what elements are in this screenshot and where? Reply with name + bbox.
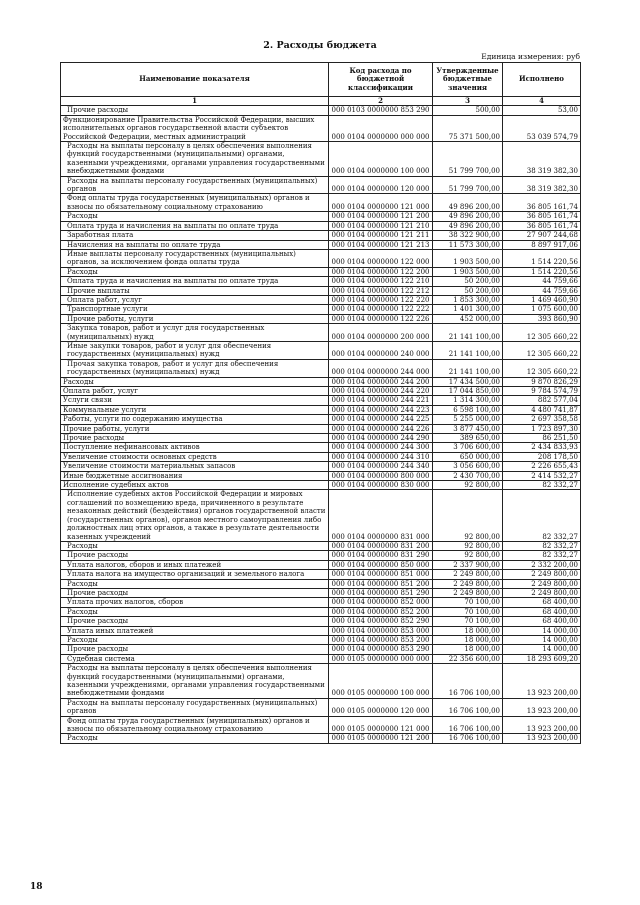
table-row	[61, 295, 581, 304]
row-approved: 1 903 500,00	[433, 267, 503, 276]
table-row	[61, 341, 581, 359]
row-approved: 3 706 600,00	[433, 443, 503, 452]
row-code: 000 0104 0000000 852 290	[329, 617, 433, 626]
row-approved: 2 249 800,00	[433, 588, 503, 597]
row-approved: 21 141 100,00	[433, 341, 503, 359]
row-code: 000 0104 0000000 831 200	[329, 541, 433, 550]
table-row	[61, 267, 581, 276]
row-approved: 75 371 500,00	[433, 115, 503, 141]
row-code: 000 0104 0000000 244 226	[329, 424, 433, 433]
table-row	[61, 588, 581, 597]
row-code: 000 0104 0000000 244 200	[329, 377, 433, 386]
row-executed: 1 514 220,56	[503, 267, 581, 276]
row-approved: 92 800,00	[433, 481, 503, 490]
row-approved: 1 314 300,00	[433, 396, 503, 405]
row-name: Поступление нефинансовых активов	[61, 443, 329, 452]
row-executed: 2 226 655,43	[503, 462, 581, 471]
row-code: 000 0104 0000000 100 000	[329, 142, 433, 177]
row-executed: 2 249 800,00	[503, 588, 581, 597]
table-row	[61, 716, 581, 734]
row-name: Расходы	[61, 607, 329, 616]
row-name: Оплата труда и начисления на выплаты по оплате труда	[61, 277, 329, 286]
row-executed: 13 923 200,00	[503, 664, 581, 699]
table-row	[61, 142, 581, 177]
row-approved: 50 200,00	[433, 286, 503, 295]
row-name: Расходы на выплаты персоналу в целях обеспечения выполнения функций государственными (муниципальными) органами, казенными учреждениями, органами управления государственными внебюджетными фондами	[61, 664, 329, 699]
header-code: Код расхода по бюджетной классификации	[329, 63, 433, 97]
table-row	[61, 324, 581, 342]
col-number: 2	[329, 97, 433, 106]
row-name: Расходы на выплаты персоналу государственных (муниципальных) органов	[61, 176, 329, 194]
row-code: 000 0104 0000000 120 000	[329, 176, 433, 194]
row-name: Расходы	[61, 734, 329, 743]
row-executed: 882 577,04	[503, 396, 581, 405]
row-approved: 17 044 850,00	[433, 387, 503, 396]
row-name: Начисления на выплаты по оплате труда	[61, 240, 329, 249]
row-approved: 16 706 100,00	[433, 716, 503, 734]
row-approved: 3 056 600,00	[433, 462, 503, 471]
row-approved: 92 800,00	[433, 541, 503, 550]
header-executed: Исполнено	[503, 63, 581, 97]
table-row	[61, 452, 581, 461]
column-number-row	[61, 97, 581, 106]
row-code: 000 0104 0000000 852 000	[329, 598, 433, 607]
table-row	[61, 541, 581, 550]
row-name: Услуги связи	[61, 396, 329, 405]
row-executed: 13 923 200,00	[503, 698, 581, 716]
row-name: Уплата налога на имущество организаций и земельного налога	[61, 570, 329, 579]
row-code: 000 0104 0000000 121 210	[329, 221, 433, 230]
expenses-table	[60, 62, 581, 744]
row-name: Уплата налогов, сборов и иных платежей	[61, 560, 329, 569]
row-name: Исполнение судебных актов	[61, 481, 329, 490]
row-approved: 16 706 100,00	[433, 734, 503, 743]
unit-label: Единица измерения: руб	[481, 52, 580, 61]
table-row	[61, 231, 581, 240]
table-row	[61, 221, 581, 230]
table-row	[61, 434, 581, 443]
row-approved: 1 401 300,00	[433, 305, 503, 314]
row-code: 000 0104 0000000 122 222	[329, 305, 433, 314]
row-name: Судебная система	[61, 654, 329, 663]
row-code: 000 0104 0000000 244 000	[329, 359, 433, 377]
row-approved: 49 896 200,00	[433, 221, 503, 230]
row-name: Прочая закупка товаров, работ и услуг для обеспечения государственных (муниципальных) нужд	[61, 359, 329, 377]
row-name: Иные закупки товаров, работ и услуг для обеспечения государственных (муниципальных) нужд	[61, 341, 329, 359]
row-name: Расходы на выплаты персоналу государственных (муниципальных) органов	[61, 698, 329, 716]
row-name: Уплата прочих налогов, сборов	[61, 598, 329, 607]
row-executed: 27 907 244,68	[503, 231, 581, 240]
section-title: 2. Расходы бюджета	[263, 40, 377, 51]
row-executed: 2 332 200,00	[503, 560, 581, 569]
row-approved: 6 598 100,00	[433, 405, 503, 414]
row-code: 000 0104 0000000 244 340	[329, 462, 433, 471]
table-row	[61, 405, 581, 414]
table-row	[61, 551, 581, 560]
row-executed: 14 000,00	[503, 626, 581, 635]
row-executed: 1 075 600,00	[503, 305, 581, 314]
table-row	[61, 734, 581, 743]
table-row	[61, 471, 581, 480]
row-name: Прочие расходы	[61, 617, 329, 626]
row-executed: 14 000,00	[503, 645, 581, 654]
row-approved: 2 249 800,00	[433, 579, 503, 588]
row-name: Исполнение судебных актов Российской Федерации и мировых соглашений по возмещению вреда, причиненного в результате незаконных действий (бездействия) органов государственной власти (государственных органов), органов местного самоуправления либо должностных лиц этих органов, а также в результате деятельности казенных учреждений	[61, 490, 329, 541]
table-row	[61, 626, 581, 635]
row-code: 000 0104 0000000 244 221	[329, 396, 433, 405]
col-number: 4	[503, 97, 581, 106]
row-name: Расходы	[61, 212, 329, 221]
row-code: 000 0104 0000000 244 225	[329, 415, 433, 424]
row-name: Расходы на выплаты персоналу в целях обеспечения выполнения функций государственными (муниципальными) органами, казенными учреждениями, органами управления государственными внебюджетными фондами	[61, 142, 329, 177]
row-executed: 1 514 220,56	[503, 249, 581, 267]
header-name: Наименование показателя	[61, 63, 329, 97]
table-row	[61, 490, 581, 541]
row-approved: 3 877 450,00	[433, 424, 503, 433]
row-approved: 11 573 300,00	[433, 240, 503, 249]
row-name: Прочие расходы	[61, 434, 329, 443]
table-row	[61, 635, 581, 644]
row-code: 000 0104 0000000 853 200	[329, 635, 433, 644]
row-code: 000 0104 0000000 830 000	[329, 481, 433, 490]
row-name: Расходы	[61, 541, 329, 550]
row-executed: 208 178,50	[503, 452, 581, 461]
row-approved: 51 799 700,00	[433, 176, 503, 194]
row-approved: 92 800,00	[433, 551, 503, 560]
table-row	[61, 240, 581, 249]
row-executed: 82 332,27	[503, 490, 581, 541]
row-name: Прочие расходы	[61, 645, 329, 654]
row-approved: 650 000,00	[433, 452, 503, 461]
row-executed: 4 480 741,87	[503, 405, 581, 414]
row-code: 000 0104 0000000 200 000	[329, 324, 433, 342]
row-executed: 12 305 660,22	[503, 324, 581, 342]
row-name: Прочие расходы	[61, 551, 329, 560]
row-executed: 38 319 382,30	[503, 176, 581, 194]
row-executed: 2 697 358,58	[503, 415, 581, 424]
row-code: 000 0104 0000000 122 200	[329, 267, 433, 276]
row-code: 000 0104 0000000 122 212	[329, 286, 433, 295]
table-row	[61, 286, 581, 295]
row-code: 000 0105 0000000 121 200	[329, 734, 433, 743]
row-code: 000 0104 0000000 850 000	[329, 560, 433, 569]
row-approved: 18 000,00	[433, 626, 503, 635]
row-code: 000 0104 0000000 831 290	[329, 551, 433, 560]
row-code: 000 0104 0000000 244 290	[329, 434, 433, 443]
row-code: 000 0104 0000000 121 000	[329, 194, 433, 212]
row-executed: 18 293 609,20	[503, 654, 581, 663]
row-approved: 21 141 100,00	[433, 324, 503, 342]
row-executed: 36 805 161,74	[503, 194, 581, 212]
row-approved: 70 100,00	[433, 617, 503, 626]
page-number: 18	[30, 882, 43, 892]
header-approved: Утвержденные бюджетные значения	[433, 63, 503, 97]
row-approved: 452 000,00	[433, 314, 503, 323]
row-executed: 82 332,27	[503, 541, 581, 550]
row-approved: 1 853 300,00	[433, 295, 503, 304]
table-row	[61, 212, 581, 221]
row-approved: 2 337 900,00	[433, 560, 503, 569]
row-approved: 70 100,00	[433, 607, 503, 616]
table-row	[61, 387, 581, 396]
row-code: 000 0104 0000000 121 200	[329, 212, 433, 221]
table-row	[61, 607, 581, 616]
row-executed: 2 414 532,27	[503, 471, 581, 480]
col-number: 3	[433, 97, 503, 106]
table-row	[61, 481, 581, 490]
row-code: 000 0104 0000000 800 000	[329, 471, 433, 480]
row-executed: 44 759,66	[503, 286, 581, 295]
row-executed: 36 805 161,74	[503, 221, 581, 230]
row-code: 000 0104 0000000 851 200	[329, 579, 433, 588]
row-code: 000 0103 0000000 853 290	[329, 106, 433, 115]
row-code: 000 0105 0000000 120 000	[329, 698, 433, 716]
row-name: Расходы	[61, 377, 329, 386]
table-row	[61, 664, 581, 699]
row-code: 000 0104 0000000 122 220	[329, 295, 433, 304]
row-code: 000 0104 0000000 244 300	[329, 443, 433, 452]
row-name: Фонд оплаты труда государственных (муниципальных) органов и взносы по обязательному социальному страхованию	[61, 716, 329, 734]
row-code: 000 0104 0000000 244 220	[329, 387, 433, 396]
row-code: 000 0104 0000000 122 210	[329, 277, 433, 286]
row-code: 000 0104 0000000 121 213	[329, 240, 433, 249]
row-code: 000 0104 0000000 244 223	[329, 405, 433, 414]
row-approved: 51 799 700,00	[433, 142, 503, 177]
row-name: Прочие расходы	[61, 588, 329, 597]
row-name: Работы, услуги по содержанию имущества	[61, 415, 329, 424]
row-code: 000 0104 0000000 851 290	[329, 588, 433, 597]
row-code: 000 0104 0000000 852 200	[329, 607, 433, 616]
table-row	[61, 115, 581, 141]
table-row	[61, 176, 581, 194]
table-row	[61, 698, 581, 716]
table-row	[61, 617, 581, 626]
row-approved: 38 322 900,00	[433, 231, 503, 240]
row-executed: 38 319 382,30	[503, 142, 581, 177]
table-row	[61, 106, 581, 115]
row-executed: 12 305 660,22	[503, 359, 581, 377]
table-row	[61, 277, 581, 286]
row-name: Коммунальные услуги	[61, 405, 329, 414]
row-name: Прочие работы, услуги	[61, 424, 329, 433]
table-row	[61, 560, 581, 569]
row-name: Прочие расходы	[61, 106, 329, 115]
row-approved: 2 430 700,00	[433, 471, 503, 480]
row-approved: 17 434 500,00	[433, 377, 503, 386]
row-code: 000 0104 0000000 000 000	[329, 115, 433, 141]
row-code: 000 0105 0000000 121 000	[329, 716, 433, 734]
row-name: Закупка товаров, работ и услуг для государственных (муниципальных) нужд	[61, 324, 329, 342]
row-code: 000 0104 0000000 851 000	[329, 570, 433, 579]
row-name: Функционирование Правительства Российской Федерации, высших исполнительных органов государственной власти субъектов Российской Федерации, местных администраций	[61, 115, 329, 141]
row-executed: 86 251,50	[503, 434, 581, 443]
row-approved: 16 706 100,00	[433, 664, 503, 699]
row-approved: 500,00	[433, 106, 503, 115]
row-name: Увеличение стоимости основных средств	[61, 452, 329, 461]
row-executed: 8 897 917,06	[503, 240, 581, 249]
table-row	[61, 249, 581, 267]
row-name: Расходы	[61, 579, 329, 588]
row-code: 000 0104 0000000 122 000	[329, 249, 433, 267]
col-number: 1	[61, 97, 329, 106]
row-executed: 9 784 574,79	[503, 387, 581, 396]
row-code: 000 0105 0000000 100 000	[329, 664, 433, 699]
row-approved: 18 000,00	[433, 645, 503, 654]
row-executed: 2 434 833,93	[503, 443, 581, 452]
row-executed: 12 305 660,22	[503, 341, 581, 359]
row-name: Фонд оплаты труда государственных (муниципальных) органов и взносы по обязательному социальному страхованию	[61, 194, 329, 212]
row-executed: 82 332,27	[503, 481, 581, 490]
table-row	[61, 654, 581, 663]
row-name: Транспортные услуги	[61, 305, 329, 314]
table-row	[61, 359, 581, 377]
header-row	[61, 63, 581, 97]
row-executed: 68 400,00	[503, 617, 581, 626]
row-executed: 13 923 200,00	[503, 716, 581, 734]
row-approved: 18 000,00	[433, 635, 503, 644]
table-row	[61, 579, 581, 588]
row-executed: 9 870 826,29	[503, 377, 581, 386]
row-code: 000 0104 0000000 831 000	[329, 490, 433, 541]
row-approved: 70 100,00	[433, 598, 503, 607]
row-code: 000 0104 0000000 121 211	[329, 231, 433, 240]
row-name: Увеличение стоимости материальных запасов	[61, 462, 329, 471]
row-name: Прочие выплаты	[61, 286, 329, 295]
row-name: Расходы	[61, 267, 329, 276]
table-row	[61, 424, 581, 433]
row-name: Прочие работы, услуги	[61, 314, 329, 323]
row-code: 000 0104 0000000 853 290	[329, 645, 433, 654]
row-approved: 5 255 000,00	[433, 415, 503, 424]
table-row	[61, 645, 581, 654]
table-body	[61, 106, 581, 743]
row-code: 000 0104 0000000 240 000	[329, 341, 433, 359]
table-row	[61, 443, 581, 452]
row-executed: 1 723 897,30	[503, 424, 581, 433]
row-approved: 2 249 800,00	[433, 570, 503, 579]
row-name: Оплата работ, услуг	[61, 295, 329, 304]
row-executed: 1 469 460,90	[503, 295, 581, 304]
row-approved: 389 650,00	[433, 434, 503, 443]
table-row	[61, 194, 581, 212]
row-name: Иные бюджетные ассигнования	[61, 471, 329, 480]
row-name: Заработная плата	[61, 231, 329, 240]
row-executed: 53 039 574,79	[503, 115, 581, 141]
row-approved: 16 706 100,00	[433, 698, 503, 716]
table-row	[61, 462, 581, 471]
row-approved: 49 896 200,00	[433, 194, 503, 212]
row-name: Расходы	[61, 635, 329, 644]
row-approved: 1 903 500,00	[433, 249, 503, 267]
table-row	[61, 314, 581, 323]
row-executed: 82 332,27	[503, 551, 581, 560]
row-name: Иные выплаты персоналу государственных (муниципальных) органов, за исключением фонда оплаты труда	[61, 249, 329, 267]
row-name: Уплата иных платежей	[61, 626, 329, 635]
table-row	[61, 377, 581, 386]
row-executed: 14 000,00	[503, 635, 581, 644]
row-approved: 22 356 600,00	[433, 654, 503, 663]
row-executed: 393 860,90	[503, 314, 581, 323]
row-name: Оплата работ, услуг	[61, 387, 329, 396]
row-code: 000 0104 0000000 122 226	[329, 314, 433, 323]
row-executed: 53,00	[503, 106, 581, 115]
row-approved: 92 800,00	[433, 490, 503, 541]
table-row	[61, 396, 581, 405]
row-approved: 21 141 100,00	[433, 359, 503, 377]
row-executed: 2 249 800,00	[503, 579, 581, 588]
row-code: 000 0104 0000000 244 310	[329, 452, 433, 461]
row-executed: 2 249 800,00	[503, 570, 581, 579]
row-executed: 68 400,00	[503, 598, 581, 607]
row-name: Оплата труда и начисления на выплаты по оплате труда	[61, 221, 329, 230]
row-code: 000 0104 0000000 853 000	[329, 626, 433, 635]
table-row	[61, 598, 581, 607]
row-executed: 13 923 200,00	[503, 734, 581, 743]
table-row	[61, 570, 581, 579]
row-code: 000 0105 0000000 000 000	[329, 654, 433, 663]
row-executed: 44 759,66	[503, 277, 581, 286]
table-row	[61, 305, 581, 314]
row-approved: 50 200,00	[433, 277, 503, 286]
row-executed: 36 805 161,74	[503, 212, 581, 221]
row-approved: 49 896 200,00	[433, 212, 503, 221]
row-executed: 68 400,00	[503, 607, 581, 616]
table-row	[61, 415, 581, 424]
